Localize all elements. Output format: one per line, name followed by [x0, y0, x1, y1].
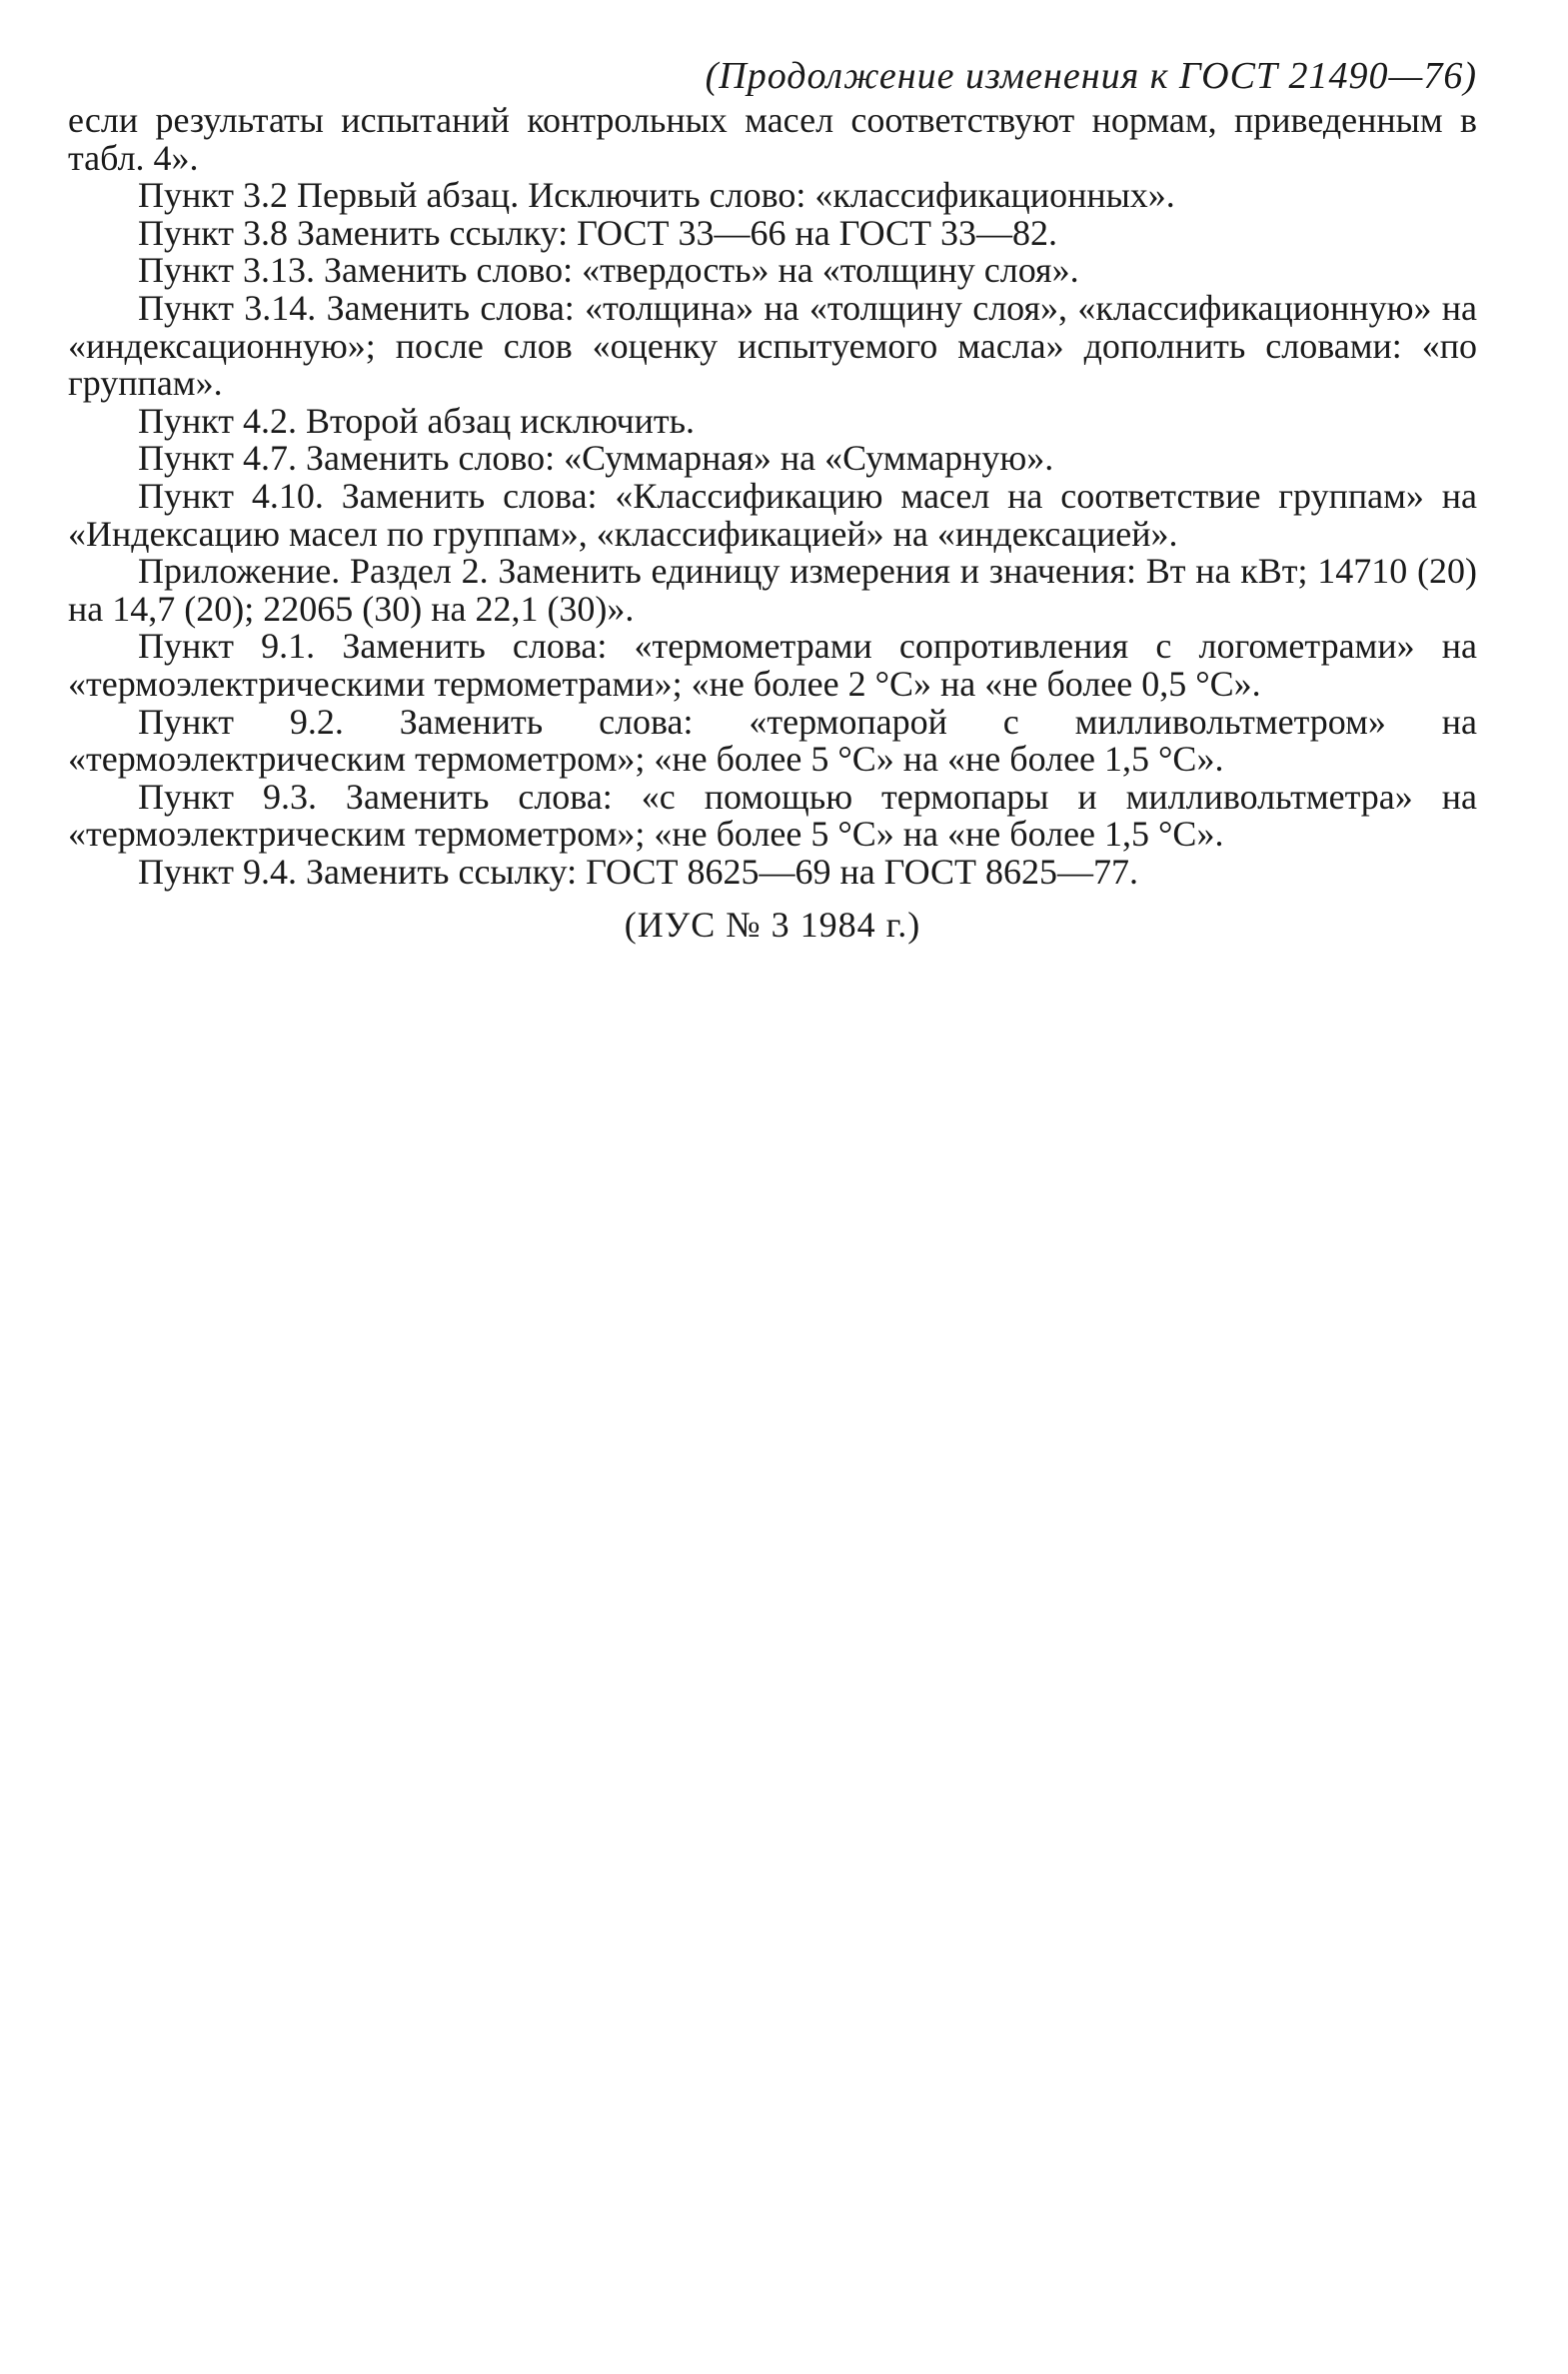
paragraph-item-4-2: Пункт 4.2. Второй абзац исключить. [138, 400, 696, 441]
paragraph-item-3-14: Пункт 3.14. Заменить слова: «толщина» на «толщину слоя», «классификационную» на «индексационную»; после слов «оценку испытуемого масла» дополнить словами: «по группам». [68, 287, 1477, 404]
paragraph-item-3-2: Пункт 3.2 Первый абзац. Исключить слово: «классификационных». [138, 175, 1175, 216]
paragraph-item-4-10: Пункт 4.10. Заменить слова: «Классификацию масел на соответствие группам» на «Индексацию масел по группам», «классификацией» на «индексацией». [68, 475, 1477, 554]
paragraph-item-3-13: Пункт 3.13. Заменить слово: «твердость» на «толщину слоя». [138, 250, 1079, 291]
paragraph-continuation: если результаты испытаний контрольных масел соответствуют нормам, приведенным в табл. 4». [68, 100, 1477, 178]
paragraph-item-9-3: Пункт 9.3. Заменить слова: «с помощью термопары и милливольтметра» на «термоэлектрическим термометром»; «не более 5 °С» на «не более 1,5 °С». [68, 776, 1477, 855]
paragraph-item-3-8: Пункт 3.8 Заменить ссылку: ГОСТ 33—66 на ГОСТ 33—82. [138, 212, 1058, 253]
paragraph-item-9-4: Пункт 9.4. Заменить ссылку: ГОСТ 8625—69 на ГОСТ 8625—77. [138, 851, 1139, 892]
paragraph-appendix-section-2: Приложение. Раздел 2. Заменить единицу измерения и значения: Вт на кВт; 14710 (20) на 14,7 (20); 22065 (30) на 22,1 (30)». [68, 551, 1477, 629]
source-reference: (ИУС № 3 1984 г.) [624, 905, 921, 946]
document-page [68, 52, 1477, 945]
paragraph-item-4-7: Пункт 4.7. Заменить слово: «Суммарная» на «Суммарную». [138, 438, 1054, 479]
paragraph-item-9-2: Пункт 9.2. Заменить слова: «термопарой с милливольтметром» на «термоэлектрическим термометром»; «не более 5 °С» на «не более 1,5 °С». [68, 701, 1477, 780]
paragraph-item-9-1: Пункт 9.1. Заменить слова: «термометрами сопротивления с логометрами» на «термоэлектрическими термометрами»; «не более 2 °С» на «не более 0,5 °С». [68, 626, 1477, 704]
continuation-header: (Продолжение изменения к ГОСТ 21490—76) [705, 55, 1477, 97]
